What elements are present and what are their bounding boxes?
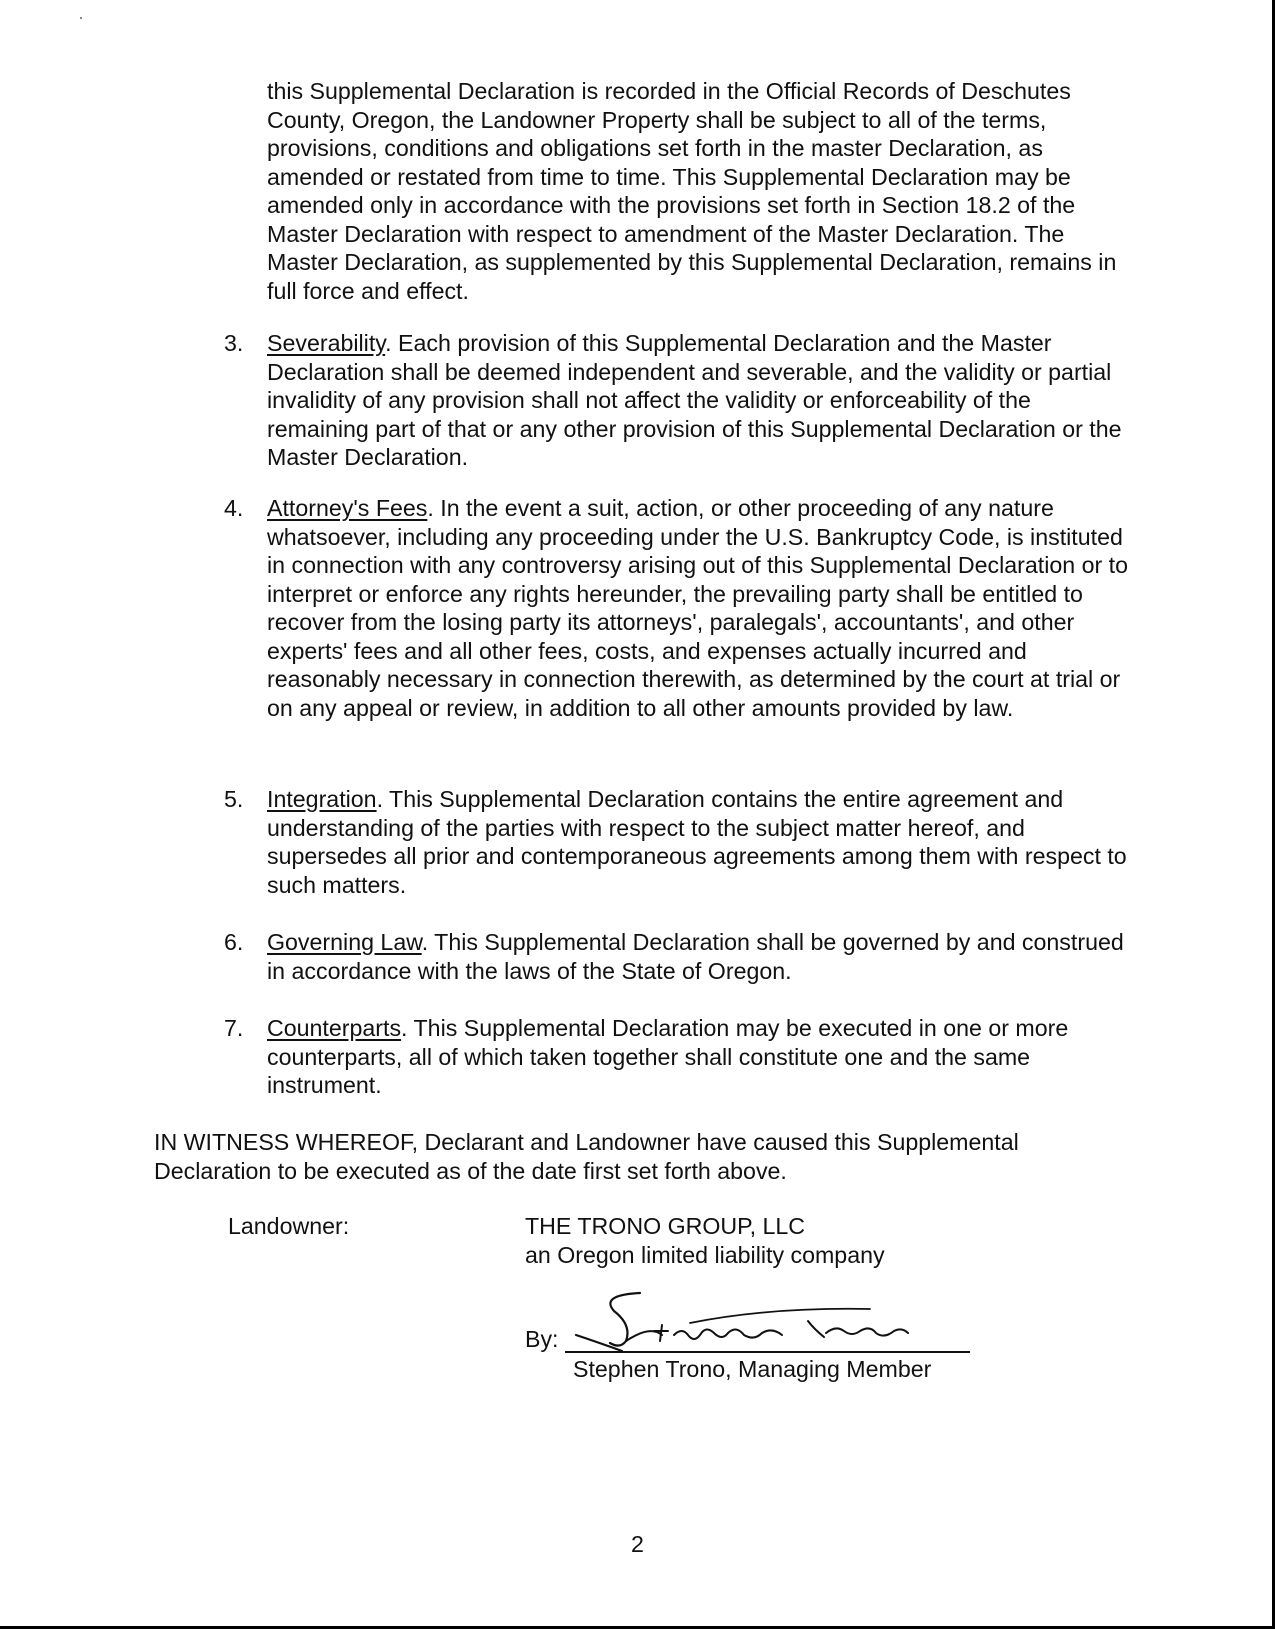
section-heading: Attorney's Fees — [267, 495, 428, 521]
company-description: an Oregon limited liability company — [525, 1241, 885, 1268]
section-text: . This Supplemental Declaration may be executed in one or more counterparts, all of which taken together shall constitute one and the same instrument. — [267, 1015, 1069, 1098]
by-label: By: — [525, 1326, 559, 1352]
section-body — [267, 329, 1129, 472]
section-text: . This Supplemental Declaration shall be governed by and construed in accordance with the laws of the State of Oregon. — [267, 929, 1124, 984]
signature-line — [565, 1351, 970, 1353]
scan-speck — [80, 17, 82, 19]
section-body — [267, 928, 1129, 985]
section-text: . This Supplemental Declaration contains the entire agreement and understanding of the parties with respect to the subject matter hereof, and supersedes all prior and contemporaneous agreements among them with respect to such matters. — [267, 786, 1127, 898]
section-body — [267, 494, 1129, 722]
section-number: 3. — [224, 330, 244, 356]
section-heading: Integration — [267, 786, 377, 812]
section-heading: Counterparts — [267, 1015, 402, 1041]
section-number: 4. — [224, 495, 244, 521]
section-body — [267, 1014, 1129, 1100]
company-name: THE TRONO GROUP, LLC — [525, 1213, 806, 1239]
page-number: 2 — [631, 1531, 644, 1557]
section-heading: Governing Law — [267, 929, 422, 955]
section-number: 7. — [224, 1015, 244, 1041]
section-number: 5. — [224, 786, 244, 812]
landowner-label: Landowner: — [228, 1213, 350, 1239]
section-body — [267, 785, 1129, 899]
intro-paragraph: this Supplemental Declaration is recorded in the Official Records of Deschutes County, Oregon, the Landowner Property shall be subject to all of the terms, provisions, conditions and obligations set forth in the master Declaration, as amended or restated from time to time. This Supplemental Declaration may be amended only in accordance with the provisions set forth in Section 18.2 of the Master Declaration with respect to amendment of the Master Declaration. The Master Declaration, as supplemented by this Supplemental Declaration, remains in full force and effect. — [267, 78, 1117, 304]
section-text: . In the event a suit, action, or other proceeding of any nature whatsoever, including any proceeding under the U.S. Bankruptcy Code, is instituted in connection with any controversy arising out of this Supplemental Declaration or to interpret or enforce any rights hereunder, the prevailing party shall be entitled to recover from the losing party its attorneys', paralegals', accountants', and other experts' fees and all other fees, costs, and expenses actually incurred and reasonably necessary in connection therewith, as determined by the court at trial or on any appeal or review, in addition to all other amounts provided by law. — [267, 495, 1128, 721]
witness-clause: IN WITNESS WHEREOF, Declarant and Landowner have caused this Supplemental Declaration to be executed as of the date first set forth above. — [154, 1129, 1019, 1184]
company-block — [525, 1212, 885, 1269]
section-number: 6. — [224, 929, 244, 955]
section-text: . Each provision of this Supplemental Declaration and the Master Declaration shall be deemed independent and severable, and the validity or partial invalidity of any provision shall not affect the validity or enforceability of the remaining part of that or any other provision of this Supplemental Declaration or the Master Declaration. — [267, 330, 1122, 470]
section-heading: Severability — [267, 330, 386, 356]
signer-name: Stephen Trono, Managing Member — [573, 1356, 932, 1382]
handwritten-signature — [570, 1285, 950, 1357]
